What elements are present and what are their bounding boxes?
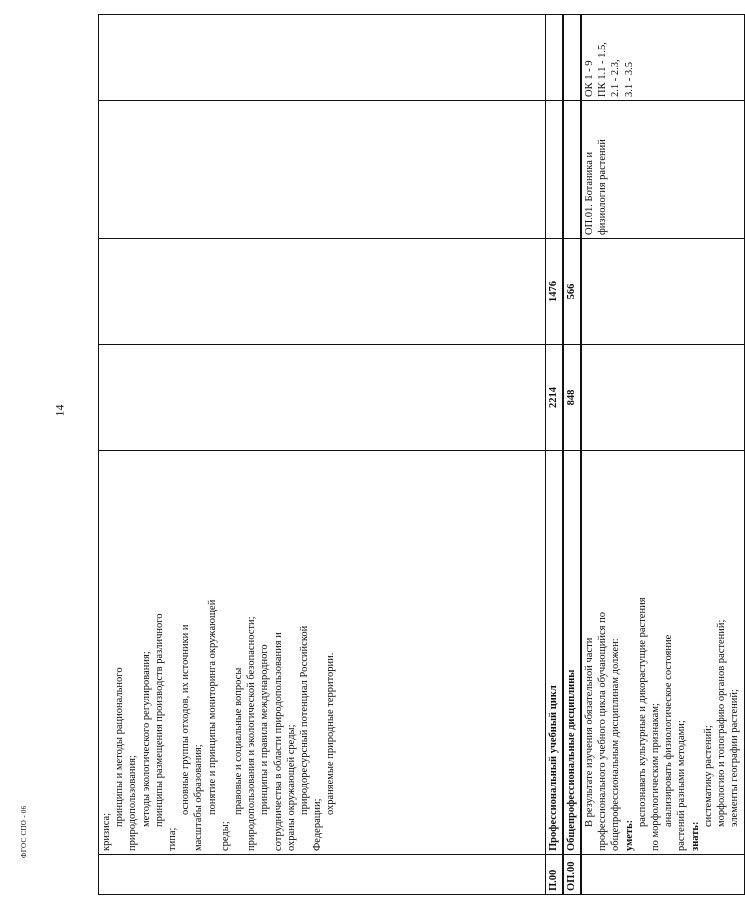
table-row-op <box>563 15 581 895</box>
pc-discipline <box>546 101 564 239</box>
pc-required: 1476 <box>546 239 564 345</box>
text-line: принципы и правила международного <box>259 644 271 815</box>
text-line: распознавать культурные и дикорастущие растения <box>636 597 648 827</box>
text-line: систематику растений; <box>702 725 714 827</box>
text-line: принципы и методы рационального <box>114 667 126 827</box>
max-load-cell <box>99 345 546 451</box>
competency-cell <box>99 15 546 101</box>
text-line: профессионального учебного цикла обучающийся по <box>597 612 609 851</box>
table-row <box>99 15 546 895</box>
main-text <box>100 454 338 851</box>
text-line: охраняемые природные территории. <box>325 652 337 815</box>
pc-competency <box>546 15 564 101</box>
op-name: Общепрофессиональные дисциплины <box>563 451 581 855</box>
text-line: общепрофессиональным дисциплинам должен: <box>610 638 622 851</box>
competency-item: 2.1 - 2.3, <box>610 59 622 97</box>
text-line: типа; <box>167 827 179 851</box>
text-line: знать: <box>689 821 701 851</box>
text-line: охраны окружающей среды; <box>285 724 297 851</box>
competency-item: ОК 1 - 9 <box>584 60 595 97</box>
text-line: природоресурсный потенциал Российской <box>299 625 311 815</box>
op01-required <box>581 239 745 345</box>
text-line: масштабы образования; <box>193 744 205 851</box>
op01-competency <box>581 15 745 101</box>
content-cell <box>99 451 546 855</box>
pc-name: Профессиональный учебный цикл <box>546 451 564 855</box>
text-line: понятие и принципы мониторинга окружающей <box>206 599 218 815</box>
rotated-table-wrapper <box>98 15 741 895</box>
curriculum-table <box>98 14 745 895</box>
text-line: основные группы отходов, их источники и <box>180 624 192 815</box>
op-required: 566 <box>563 239 581 345</box>
text-line: растений разными методами; <box>676 720 688 851</box>
text-line: кризиса; <box>101 812 112 851</box>
required-cell <box>99 239 546 345</box>
text-line: методы экологического регулирования; <box>140 651 152 827</box>
op-competency <box>563 15 581 101</box>
text-line: анализировать физиологическое состояние <box>663 634 675 827</box>
footer-label: ФГОС СПО - 06 <box>20 805 28 858</box>
text-line: правовые и социальные вопросы <box>233 667 245 815</box>
op01-max-load <box>581 345 745 451</box>
text-line: природопользования и экологической безопасности; <box>246 616 258 851</box>
op-discipline <box>563 101 581 239</box>
competency-list <box>583 18 636 97</box>
text-line: Федерации; <box>312 798 324 851</box>
text-line: природопользования; <box>127 755 139 851</box>
pc-max-load: 2214 <box>546 345 564 451</box>
discipline-cell <box>99 101 546 239</box>
text-line: морфологию и топографию органов растений; <box>716 619 728 827</box>
table-frame <box>98 15 741 895</box>
table-row-pc <box>546 15 564 895</box>
table-row-op01 <box>581 15 745 895</box>
text-line: по морфологическим признакам; <box>650 703 662 851</box>
text-line: среды; <box>219 821 231 851</box>
text-line: элементы географии растений; <box>729 689 741 827</box>
text-line: В результате изучения обязательной части <box>584 637 595 827</box>
competency-item: 3.1 - 3.5 <box>623 62 635 97</box>
op01-discipline: ОП.01. Ботаника и физиология растений <box>581 101 745 239</box>
op-text <box>583 454 741 851</box>
competency-item: ПК 1.1 - 1.5, <box>597 42 609 97</box>
text-line: сотрудничества в области природопользования и <box>272 632 284 851</box>
pc-code: П.00 <box>546 855 564 895</box>
page-number: 14 <box>52 404 67 417</box>
text-line: принципы размещения производств различного <box>153 613 165 827</box>
op01-code <box>581 855 745 895</box>
code-cell <box>99 855 546 895</box>
op01-content <box>581 451 745 855</box>
op-code: ОП.00 <box>563 855 581 895</box>
text-line: уметь: <box>623 819 635 851</box>
op-max-load: 848 <box>563 345 581 451</box>
